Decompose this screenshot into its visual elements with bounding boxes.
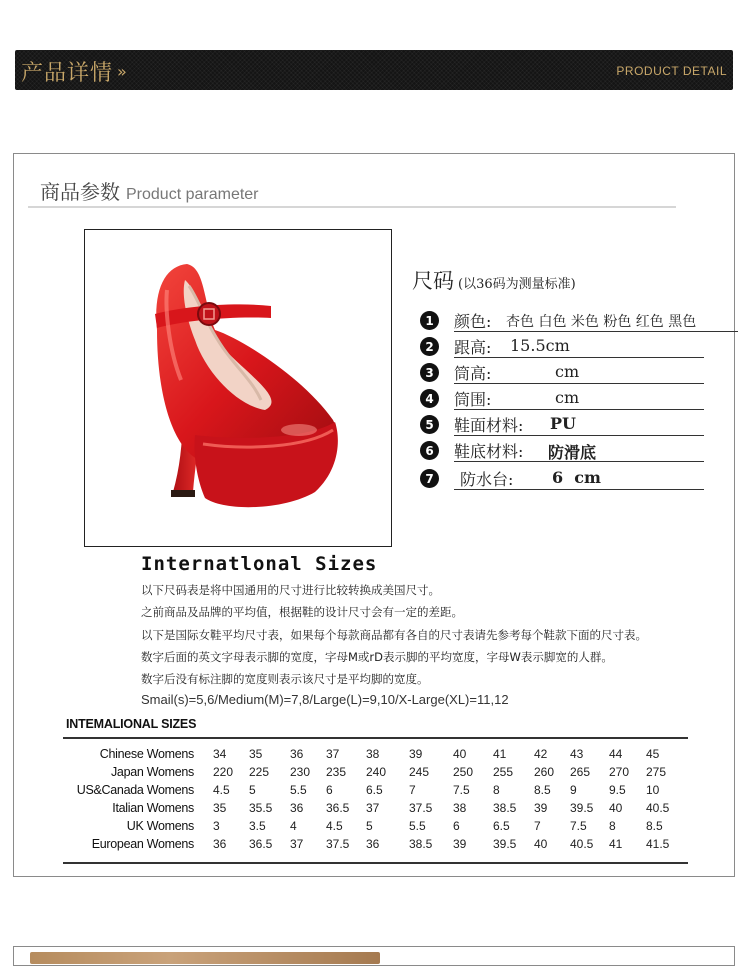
- table-cell: 42: [534, 747, 548, 761]
- table-cell: 4.5: [213, 783, 230, 797]
- spec-value: 防滑底: [548, 443, 597, 462]
- table-cell: 7.5: [453, 783, 470, 797]
- table-row-label: UK Womens: [126, 819, 194, 833]
- spec-number-badge: 7: [420, 469, 439, 488]
- spec-underline: [454, 435, 704, 436]
- table-cell: 5.5: [290, 783, 307, 797]
- table-cell: 45: [646, 747, 660, 761]
- table-cell: 5.5: [409, 819, 426, 833]
- table-cell: 4: [290, 819, 297, 833]
- spec-underline: [454, 409, 704, 410]
- table-cell: 41.5: [646, 837, 670, 851]
- table-row-label: Japan Womens: [110, 765, 194, 779]
- size-table-top-rule: [63, 737, 688, 739]
- table-cell: 39: [534, 801, 548, 815]
- spec-number-badge: 3: [420, 363, 439, 382]
- table-cell: 35: [213, 801, 227, 815]
- table-cell: 7: [534, 819, 541, 833]
- spec-label: 颜色:: [454, 312, 492, 331]
- table-row-label: Italian Womens: [112, 801, 194, 815]
- table-cell: 38: [453, 801, 467, 815]
- spec-value: cm: [555, 362, 580, 381]
- banner-arrow-icon: »: [117, 62, 127, 81]
- spec-underline: [454, 331, 738, 332]
- table-cell: 8: [493, 783, 500, 797]
- table-cell: 41: [609, 837, 623, 851]
- intl-description-line: 以下尺码表是将中国通用的尺寸进行比较转换成美国尺寸。: [141, 583, 440, 597]
- table-cell: 265: [570, 765, 591, 779]
- table-cell: 260: [534, 765, 555, 779]
- table-cell: 36: [290, 801, 304, 815]
- table-row: [0, 747, 750, 765]
- table-cell: 4.5: [326, 819, 343, 833]
- table-row-label: European Womens: [91, 837, 194, 851]
- spec-number-badge: 2: [420, 337, 439, 356]
- table-cell: 36.5: [249, 837, 273, 851]
- spec-value: cm: [555, 388, 580, 407]
- table-cell: 8: [609, 819, 616, 833]
- table-cell: 36: [213, 837, 227, 851]
- table-cell: 3.5: [249, 819, 266, 833]
- spec-number-badge: 4: [420, 389, 439, 408]
- table-cell: 6.5: [493, 819, 510, 833]
- table-cell: 8.5: [534, 783, 551, 797]
- banner-title-en: PRODUCT DETAIL: [616, 64, 727, 78]
- table-cell: 38: [366, 747, 380, 761]
- table-cell: 40.5: [570, 837, 594, 851]
- spec-value: PU: [550, 414, 576, 433]
- table-cell: 36: [366, 837, 380, 851]
- red-platform-shoe-illustration: [85, 230, 391, 546]
- table-cell: 230: [290, 765, 311, 779]
- intl-description-line: 数字后面的英文字母表示脚的宽度，字母M或rD表示脚的平均宽度，字母W表示脚宽的人群。: [141, 650, 613, 664]
- table-row: [0, 819, 750, 837]
- table-cell: 38.5: [493, 801, 517, 815]
- table-cell: 36: [290, 747, 304, 761]
- table-cell: 44: [609, 747, 623, 761]
- table-cell: 5: [366, 819, 373, 833]
- international-sizes-title: Internatlonal Sizes: [141, 553, 378, 575]
- table-row: [0, 783, 750, 801]
- size-heading: [412, 265, 576, 295]
- param-heading: [40, 176, 259, 205]
- spec-label: 鞋面材料:: [454, 416, 524, 435]
- table-cell: 36.5: [326, 801, 350, 815]
- table-cell: 225: [249, 765, 270, 779]
- table-cell: 37: [326, 747, 340, 761]
- table-cell: 35: [249, 747, 263, 761]
- spec-value: 15.5cm: [510, 336, 570, 355]
- table-cell: 39: [409, 747, 423, 761]
- banner-title-cn: 产品详情: [21, 61, 114, 86]
- table-cell: 255: [493, 765, 514, 779]
- table-cell: 41: [493, 747, 507, 761]
- spec-number-badge: 6: [420, 441, 439, 460]
- table-cell: 40: [534, 837, 548, 851]
- table-cell: 220: [213, 765, 234, 779]
- size-table-title: INTEMALIONAL SIZES: [66, 717, 197, 731]
- table-cell: 40.5: [646, 801, 670, 815]
- spec-value: 6 cm: [552, 468, 601, 487]
- spec-label: 跟高:: [454, 338, 492, 357]
- param-title-en: Product parameter: [126, 186, 259, 203]
- table-cell: 34: [213, 747, 227, 761]
- table-cell: 6.5: [366, 783, 383, 797]
- table-cell: 250: [453, 765, 474, 779]
- table-cell: 275: [646, 765, 667, 779]
- table-cell: 6: [326, 783, 333, 797]
- table-cell: 5: [249, 783, 256, 797]
- spec-label: 筒围:: [454, 390, 492, 409]
- table-cell: 6: [453, 819, 460, 833]
- table-cell: 40: [453, 747, 467, 761]
- table-cell: 9.5: [609, 783, 626, 797]
- table-row-label: US&Canada Womens: [76, 783, 194, 797]
- table-cell: 37.5: [326, 837, 350, 851]
- intl-description-line: 数字后没有标注脚的宽度则表示该尺寸是平均脚的宽度。: [141, 672, 429, 686]
- table-row: [0, 837, 750, 855]
- table-cell: 39.5: [493, 837, 517, 851]
- next-section-image: [30, 952, 380, 964]
- table-row: [0, 801, 750, 819]
- table-cell: 9: [570, 783, 577, 797]
- param-title-cn: 商品参数: [40, 180, 120, 204]
- table-cell: 245: [409, 765, 430, 779]
- spec-number-badge: 5: [420, 415, 439, 434]
- param-divider: [28, 206, 676, 208]
- size-title: 尺码: [412, 269, 454, 293]
- shoe-image: [84, 229, 392, 547]
- table-cell: 235: [326, 765, 347, 779]
- spec-label: 筒高:: [454, 364, 492, 383]
- table-cell: 43: [570, 747, 584, 761]
- spec-underline: [454, 461, 704, 462]
- spec-label: 鞋底材料:: [454, 442, 524, 461]
- intl-description-line: 以下是国际女鞋平均尺寸表，如果每个每款商品都有各自的尺寸表请先参考每个鞋款下面的尺寸表。: [141, 628, 647, 642]
- table-cell: 270: [609, 765, 630, 779]
- table-cell: 37.5: [409, 801, 433, 815]
- table-cell: 39.5: [570, 801, 594, 815]
- table-row: [0, 765, 750, 783]
- spec-underline: [454, 489, 704, 490]
- spec-underline: [454, 357, 704, 358]
- size-letter-formula: Smail(s)=5,6/Medium(M)=7,8/Large(L)=9,10/X-Large(XL)=11,12: [141, 692, 509, 707]
- table-cell: 10: [646, 783, 660, 797]
- table-cell: 38.5: [409, 837, 433, 851]
- table-cell: 3: [213, 819, 220, 833]
- table-cell: 37: [366, 801, 380, 815]
- table-cell: 35.5: [249, 801, 273, 815]
- table-cell: 8.5: [646, 819, 663, 833]
- table-row-label: Chinese Womens: [99, 747, 194, 761]
- table-cell: 40: [609, 801, 623, 815]
- table-cell: 7.5: [570, 819, 587, 833]
- intl-description-line: 之前商品及品牌的平均值，根据鞋的设计尺寸会有一定的差距。: [141, 605, 463, 619]
- spec-label: 防水台:: [460, 470, 514, 489]
- product-detail-banner: [15, 50, 733, 90]
- table-cell: 37: [290, 837, 304, 851]
- spec-underline: [454, 383, 704, 384]
- size-table-bottom-rule: [63, 862, 688, 864]
- table-cell: 240: [366, 765, 387, 779]
- table-cell: 7: [409, 783, 416, 797]
- size-note: (以36码为测量标准): [458, 277, 576, 292]
- spec-value: 杏色 白色 米色 粉色 红色 黑色: [506, 314, 697, 330]
- spec-number-badge: 1: [420, 311, 439, 330]
- table-cell: 39: [453, 837, 467, 851]
